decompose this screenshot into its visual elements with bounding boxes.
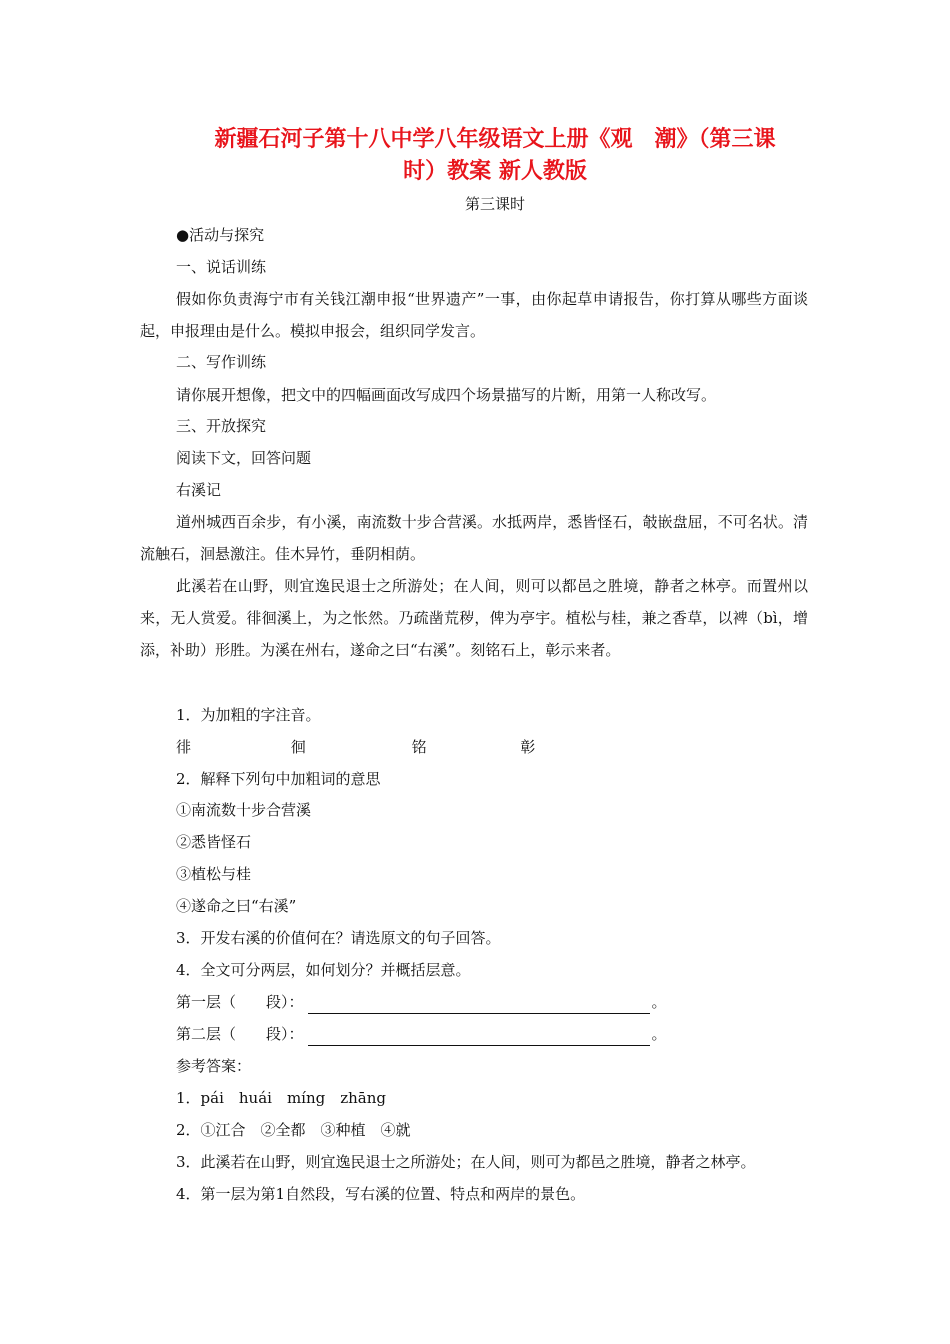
- q2-item-4: ④遂命之曰“右溪”: [176, 897, 297, 915]
- char-2: 徊: [290, 738, 306, 756]
- answers-heading: 参考答案：: [176, 1057, 252, 1075]
- char-1: 徘: [176, 738, 192, 756]
- layer-2-label: 第二层（ 段）：: [176, 1025, 304, 1043]
- char-4: 彰: [520, 738, 536, 756]
- q2-item-2: ②悉皆怪石: [176, 833, 252, 851]
- answer-2: 2．①江合 ②全都 ③种植 ④就: [176, 1121, 411, 1139]
- explore-heading: 三、开放探究: [176, 417, 267, 435]
- passage-paragraph-1: 道州城西百余步，有小溪，南流数十步合营溪。水抵两岸，悉皆怪石，攲嵌盘屈，不可名状。清流触石，洄悬激注。佳木异竹，垂阴相荫。: [140, 513, 808, 563]
- q2-item-3: ③植松与桂: [176, 865, 252, 883]
- explore-intro: 阅读下文，回答问题: [176, 449, 312, 467]
- answer-4: 4．第一层为第1自然段，写右溪的位置、特点和两岸的景色。: [176, 1185, 586, 1203]
- question-2: 2．解释下列句中加粗词的意思: [176, 770, 381, 788]
- question-3: 3．开发右溪的价值何在？请选原文的句子回答。: [176, 929, 501, 947]
- layer-2-blank[interactable]: [308, 1029, 650, 1046]
- lesson-subtitle: 第三课时: [464, 195, 525, 213]
- pinyin-characters: [176, 735, 535, 759]
- layer-1-blank[interactable]: [308, 997, 650, 1014]
- layer-1-label: 第一层（ 段）：: [176, 993, 304, 1011]
- writing-text: 请你展开想像，把文中的四幅画面改写成四个场景描写的片断，用第一人称改写。: [176, 386, 717, 404]
- layer-2-period: 。: [651, 1025, 667, 1043]
- question-4: 4．全文可分两层，如何划分？并概括层意。: [176, 961, 471, 979]
- document-title: [150, 124, 840, 188]
- passage-paragraph-2: 此溪若在山野，则宜逸民退士之所游处；在人间，则可以都邑之胜境，静者之林亭。而置州以来，无人赏爱。徘徊溪上，为之怅然。乃疏凿荒秽，俾为亭宇。植松与桂，兼之香草，以裨（bì，增添，补助）形胜。为溪在州右，遂命之曰“右溪”。刻铭石上，彰示来者。: [140, 577, 808, 659]
- char-3: 铭: [411, 738, 427, 756]
- writing-heading: 二、写作训练: [176, 353, 267, 371]
- answer-3: 3．此溪若在山野，则宜逸民退士之所游处；在人间，则可为都邑之胜境，静者之林亭。: [176, 1153, 756, 1171]
- q2-item-1: ①南流数十步合营溪: [176, 801, 312, 819]
- layer-2-line: [176, 1022, 667, 1046]
- answer-1: 1．pái huái míng zhāng: [176, 1089, 387, 1107]
- activity-heading: ●活动与探究: [176, 226, 265, 244]
- title-line-2: 时）教案 新人教版: [403, 159, 587, 184]
- speaking-text: 假如你负责海宁市有关钱江潮申报“世界遗产”一事，由你起草申请报告，你打算从哪些方面谈起，申报理由是什么。模拟申报会，组织同学发言。: [140, 290, 808, 340]
- speaking-heading: 一、说话训练: [176, 258, 267, 276]
- layer-1-line: [176, 990, 667, 1014]
- title-line-1: 新疆石河子第十八中学八年级语文上册《观 潮》（第三课: [214, 127, 776, 152]
- layer-1-period: 。: [651, 993, 667, 1011]
- question-1: 1．为加粗的字注音。: [176, 706, 321, 724]
- passage-title: 右溪记: [176, 481, 222, 499]
